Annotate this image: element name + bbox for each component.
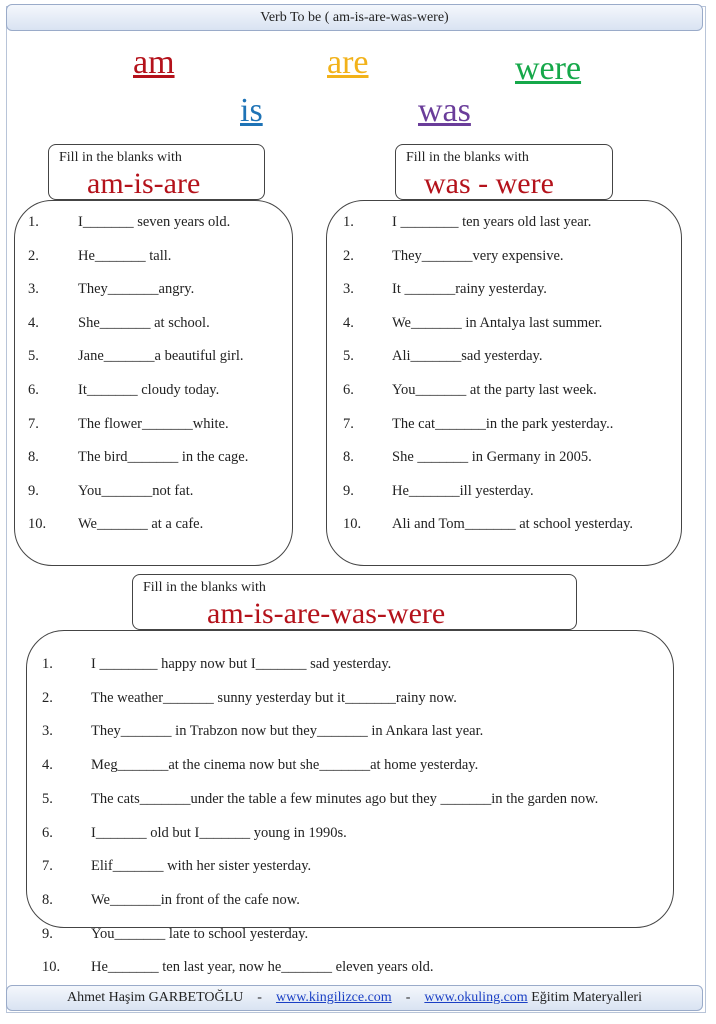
item-number: 3. (343, 281, 354, 298)
exercise-sentence: He_______ ten last year, now he_______ eleven years old. (91, 959, 434, 976)
item-number: 3. (42, 723, 53, 740)
item-number: 7. (343, 415, 354, 432)
exercise-sentence: He_______ tall. (78, 247, 172, 264)
right-title: was - were (424, 167, 554, 200)
exercise-sentence: I ________ ten years old last year. (392, 214, 592, 230)
exercise-sentence: She_______ at school. (78, 314, 210, 331)
exercise-sentence: Ali_______sad yesterday. (392, 348, 543, 365)
footer-link-okuling[interactable]: www.okuling.com (424, 990, 528, 1005)
item-number: 7. (42, 858, 53, 875)
item-number: 9. (42, 925, 53, 942)
exercise-sentence: You_______ at the party last week. (392, 382, 597, 398)
exercise-sentence: The bird_______ in the cage. (78, 449, 249, 466)
left-title: am-is-are (87, 167, 201, 200)
bottom-title: am-is-are-was-were (207, 597, 446, 630)
exercise-sentence: They_______angry. (78, 281, 195, 298)
left-instruction: Fill in the blanks with (59, 150, 182, 165)
exercise-sentence: We_______in front of the cafe now. (91, 891, 300, 908)
item-number: 1. (28, 214, 39, 230)
exercise-sentence: It_______ cloudy today. (78, 382, 220, 398)
exercise-sentence: The flower_______white. (78, 415, 229, 432)
item-number: 1. (42, 656, 53, 672)
item-number: 4. (42, 757, 53, 774)
exercise-sentence: I_______ old but I_______ young in 1990s. (91, 824, 347, 841)
exercise-sentence: The weather_______ sunny yesterday but it_______rainy now. (91, 689, 457, 706)
right-header-box (395, 144, 613, 200)
exercise-sentence: I_______ seven years old. (78, 214, 231, 230)
item-number: 8. (343, 449, 354, 466)
exercise-sentence: We_______ in Antalya last summer. (392, 314, 603, 331)
exercise-sentence: You_______not fat. (78, 482, 194, 499)
item-number: 10. (343, 516, 362, 533)
item-number: 10. (28, 516, 47, 533)
footer-bar (6, 985, 703, 1011)
item-number: 6. (42, 824, 53, 841)
left-header-box (48, 144, 265, 200)
bottom-instruction: Fill in the blanks with (143, 580, 266, 595)
item-number: 3. (28, 281, 39, 298)
item-number: 5. (28, 348, 39, 365)
item-number: 4. (343, 314, 354, 331)
item-number: 1. (343, 214, 354, 230)
exercise-sentence: It _______rainy yesterday. (392, 281, 547, 298)
exercise-sentence: Meg_______at the cinema now but she_______at home yesterday. (91, 757, 479, 774)
item-number: 5. (343, 348, 354, 365)
item-number: 8. (42, 891, 53, 908)
word-am: am (133, 44, 175, 81)
exercise-sentence: They_______ in Trabzon now but they_______ in Ankara last year. (91, 723, 484, 740)
item-number: 10. (42, 959, 61, 976)
bottom-header-box (132, 574, 577, 630)
exercise-sentence: The cats_______under the table a few minutes ago but they _______in the garden now. (91, 790, 599, 807)
item-number: 2. (28, 247, 39, 264)
exercise-sentence: She _______ in Germany in 2005. (392, 449, 592, 466)
item-number: 8. (28, 449, 39, 466)
word-is: is (240, 92, 263, 129)
exercise-sentence: I ________ happy now but I_______ sad yesterday. (91, 656, 392, 672)
footer-separator: - (405, 990, 411, 1005)
word-were: were (515, 50, 582, 87)
exercise-sentence: The cat_______in the park yesterday.. (392, 415, 614, 432)
item-number: 2. (343, 247, 354, 264)
bottom-exercise-panel (26, 630, 674, 928)
exercise-sentence: Jane_______a beautiful girl. (78, 348, 244, 365)
item-number: 2. (42, 689, 53, 706)
footer-author: Ahmet Haşim GARBETOĞLU (67, 990, 244, 1005)
page-title-bar (6, 4, 703, 31)
item-number: 7. (28, 415, 39, 432)
item-number: 9. (28, 482, 39, 499)
word-was: was (418, 92, 471, 129)
page-title: Verb To be ( am-is-are-was-were) (260, 9, 449, 25)
footer-suffix: Eğitim Materyalleri (527, 990, 642, 1005)
exercise-sentence: Elif_______ with her sister yesterday. (91, 858, 312, 875)
exercise-sentence: They_______very expensive. (392, 247, 564, 264)
exercise-sentence: You_______ late to school yesterday. (91, 925, 309, 942)
exercise-sentence: He_______ill yesterday. (392, 482, 534, 499)
footer-separator: - (257, 990, 262, 1005)
item-number: 6. (28, 382, 39, 398)
exercise-sentence: We_______ at a cafe. (78, 516, 204, 533)
exercise-sentence: Ali and Tom_______ at school yesterday. (392, 516, 634, 533)
item-number: 4. (28, 314, 39, 331)
item-number: 5. (42, 790, 53, 807)
item-number: 9. (343, 482, 354, 499)
footer-link-kingilizce[interactable]: www.kingilizce.com (275, 990, 392, 1005)
word-are: are (327, 44, 369, 81)
right-instruction: Fill in the blanks with (406, 150, 529, 165)
item-number: 6. (343, 382, 354, 398)
